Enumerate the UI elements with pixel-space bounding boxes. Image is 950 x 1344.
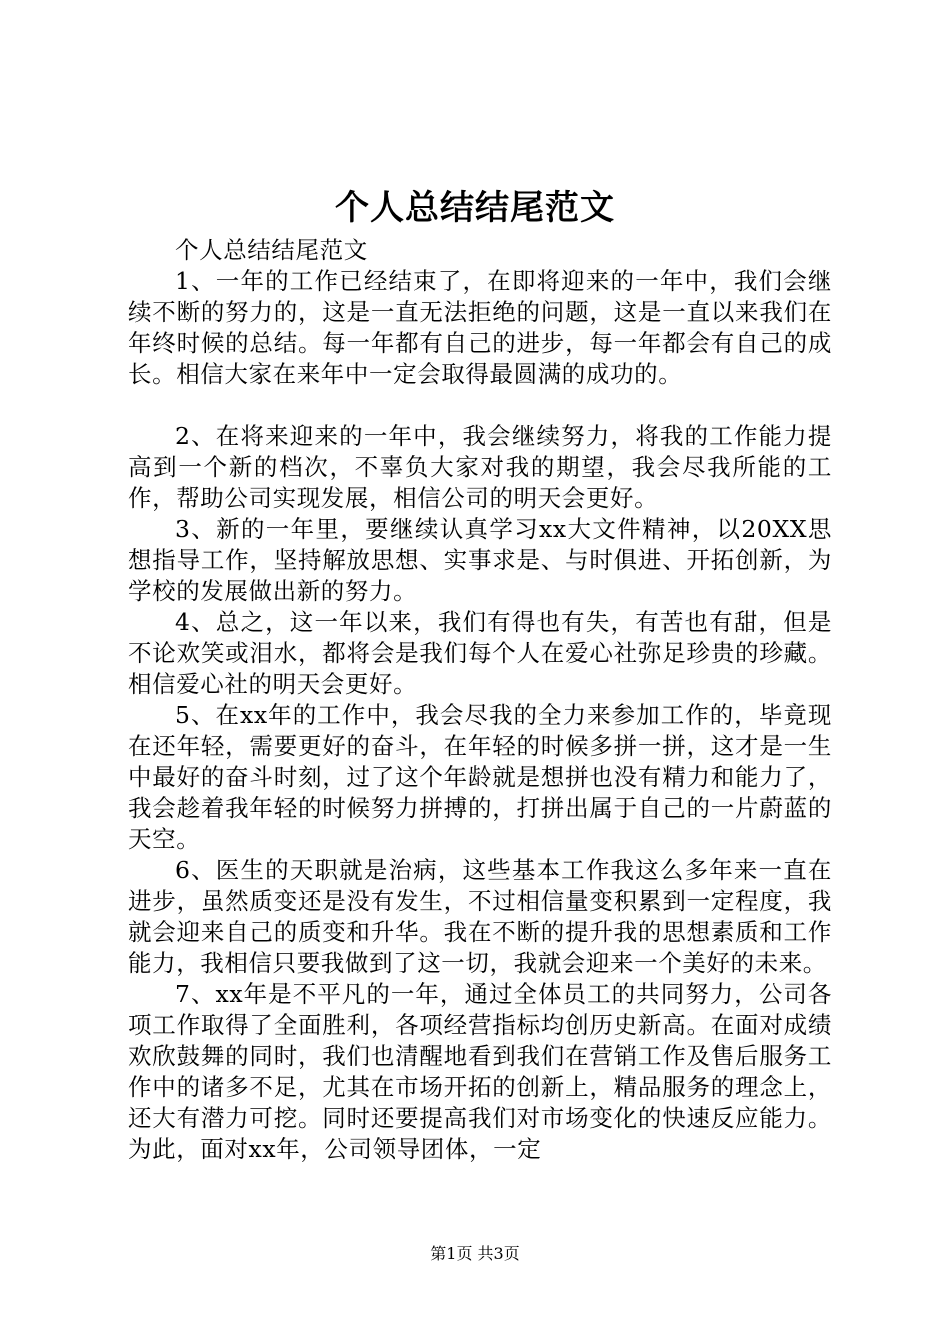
paragraph-6: 6、医生的天职就是治病，这些基本工作我这么多年来一直在进步，虽然质变还是没有发生，不过相信量变积累到一定程度，我就会迎来自己的质变和升华。我在不断的提升我的思想素质和工作能力，我相信只要我做到了这一切，我就会迎来一个美好的未来。 [128,856,832,977]
document-body [128,235,832,1165]
paragraph-2: 2、在将来迎来的一年中，我会继续努力，将我的工作能力提高到一个新的档次，不辜负大家对我的期望，我会尽我所能的工作，帮助公司实现发展，相信公司的明天会更好。 [128,422,832,512]
paragraph-5: 5、在xx年的工作中，我会尽我的全力来参加工作的，毕竟现在还年轻，需要更好的奋斗，在年轻的时候多拼一拼，这才是一生中最好的奋斗时刻，过了这个年龄就是想拼也没有精力和能力了，我会趁着我年轻的时候努力拼搏的，打拼出属于自己的一片蔚蓝的天空。 [128,701,832,853]
document-subtitle: 个人总结结尾范文 [175,236,368,264]
paragraph-4: 4、总之，这一年以来，我们有得也有失，有苦也有甜，但是不论欢笑或泪水，都将会是我们每个人在爱心社弥足珍贵的珍藏。相信爱心社的明天会更好。 [128,608,832,698]
document-title: 个人总结结尾范文 [335,188,615,228]
paragraph-3: 3、新的一年里，要继续认真学习xx大文件精神，以20XX思想指导工作，坚持解放思想、实事求是、与时俱进、开拓创新，为学校的发展做出新的努力。 [128,515,832,605]
page-number-footer: 第1页 共3页 [430,1244,520,1263]
paragraph-7: 7、xx年是不平凡的一年，通过全体员工的共同努力，公司各项工作取得了全面胜利，各项经营指标均创历史新高。在面对成绩欢欣鼓舞的同时，我们也清醒地看到我们在营销工作及售后服务工作中的诸多不足，尤其在市场开拓的创新上，精品服务的理念上，还大有潜力可挖。同时还要提高我们对市场变化的快速反应能力。为此，面对xx年，公司领导团体，一定 [128,980,832,1163]
paragraph-1: 1、一年的工作已经结束了，在即将迎来的一年中，我们会继续不断的努力的，这是一直无法拒绝的问题，这是一直以来我们在年终时候的总结。每一年都有自己的进步，每一年都会有自己的成长。相信大家在来年中一定会取得最圆满的成功的。 [128,267,832,388]
